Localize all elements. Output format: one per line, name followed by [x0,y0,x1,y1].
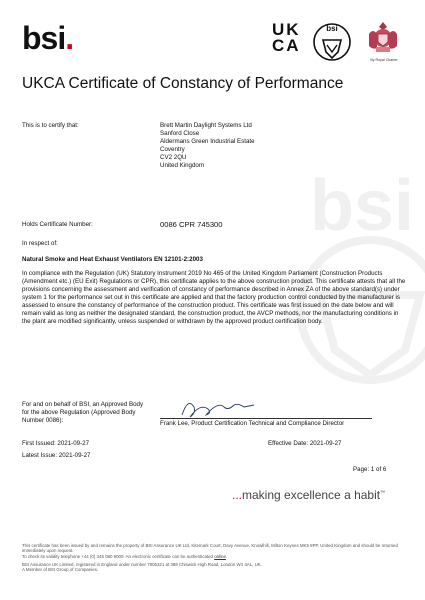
bsi-logo [22,20,73,57]
address-line: United Kingdom [160,162,205,169]
tagline [232,488,385,502]
footer-line: This certificate has been issued by and remains the property of BSI Assurance UK Ltd, Kitemark Court, Davy Avenue, Knowlhill, Milton Keynes MK5 8PP, United Kingdom and should be returned immediately upon request. [22,543,398,554]
first-issued-date: First Issued: 2021-09-27 [22,440,90,447]
effective-date: Effective Date: 2021-09-27 [268,440,342,447]
kitemark-text: bsi [326,24,338,33]
signatory-name: Frank Lee, Product Certification Technical and Compliance Director [160,420,345,427]
logo-dot: . [65,20,74,56]
holder-address [160,122,255,170]
address-line: Aldermans Green Industrial Estate [160,138,255,145]
signature-icon [178,393,258,421]
certificate-body-text: In compliance with the Regulation (UK) Statutory Instrument 2019 No 465 of the United Kingdom Parliament (Construction Products (Amendment etc.) (EU Exit) Regulations or CPR), this certificate applies to the above construction product. This certificate attests that all the provisions concerning the assessment and verification of constancy of performance described in Annex ZA of the above standard(s) under system 1 for the performance set out in this certificate are applied and that the factory production control conducted by the manufacturer is assessed to ensure the constancy of performance of the construction product. This certificate was first issued on the date below and will remain valid as long as neither the designated standard, the construction product, the AVCP methods, nor the manufacturing conditions in the plant are modified significantly, unless suspended or withdrawn by the approved product certification body. [22,270,406,325]
tagline-text: making excellence a habit [242,488,381,502]
footer-registration [22,562,412,573]
address-line: Brett Martin Daylight Systems Ltd [160,122,252,129]
ukca-top: UK [272,20,301,39]
footer-line: To check its validity telephone +44 (0) 345 080 9000. An electronic certificate can be authenticated online. [22,553,228,559]
tagline-tm: ™ [380,490,386,496]
logo-text: bsi [22,20,66,56]
address-line: Sanford Close [160,130,200,137]
address-line: CV2 2QU [160,154,187,161]
respect-label: In respect of: [22,240,58,247]
product-standard: Natural Smoke and Heat Exhaust Ventilators EN 12101-2:2003 [22,256,203,263]
ukca-bottom: CA [272,36,301,55]
footer-validity-text: To check its validity telephone +44 (0) 345 080 9000. An electronic certificate can be authenticated [22,553,215,559]
tagline-dots: ... [232,488,243,502]
svg-text:bsi: bsi [310,166,415,246]
latest-issue-date: Latest Issue: 2021-09-27 [22,452,91,459]
online-verification-link[interactable]: online [214,553,226,559]
royal-charter-label: By Royal Charter [370,58,398,62]
address-line: Coventry [160,146,185,153]
certificate-number-label: Holds Certificate Number: [22,221,93,228]
footer-line: BSI Assurance UK Limited, registered in England under number 7805321 at 389 Chiswick High Road, London W4 4AL, UK. [22,562,262,567]
kitemark-icon [312,18,352,64]
page-number: Page: 1 of 6 [353,466,387,473]
certificate-number: 0086 CPR 745300 [160,220,223,229]
ukca-mark [272,22,310,54]
behalf-statement: For and on behalf of BSI, an Approved Body for the above Regulation (Approved Body Number 0086): [22,401,144,424]
certify-label: This is to certify that: [22,122,79,129]
footer-issuer-notice [22,543,412,559]
footer-line: A Member of BSI Group of Companies. [22,567,99,573]
royal-crest-icon [363,18,403,58]
page-title: UKCA Certificate of Constancy of Performance [22,75,344,92]
signature-line [160,418,372,419]
